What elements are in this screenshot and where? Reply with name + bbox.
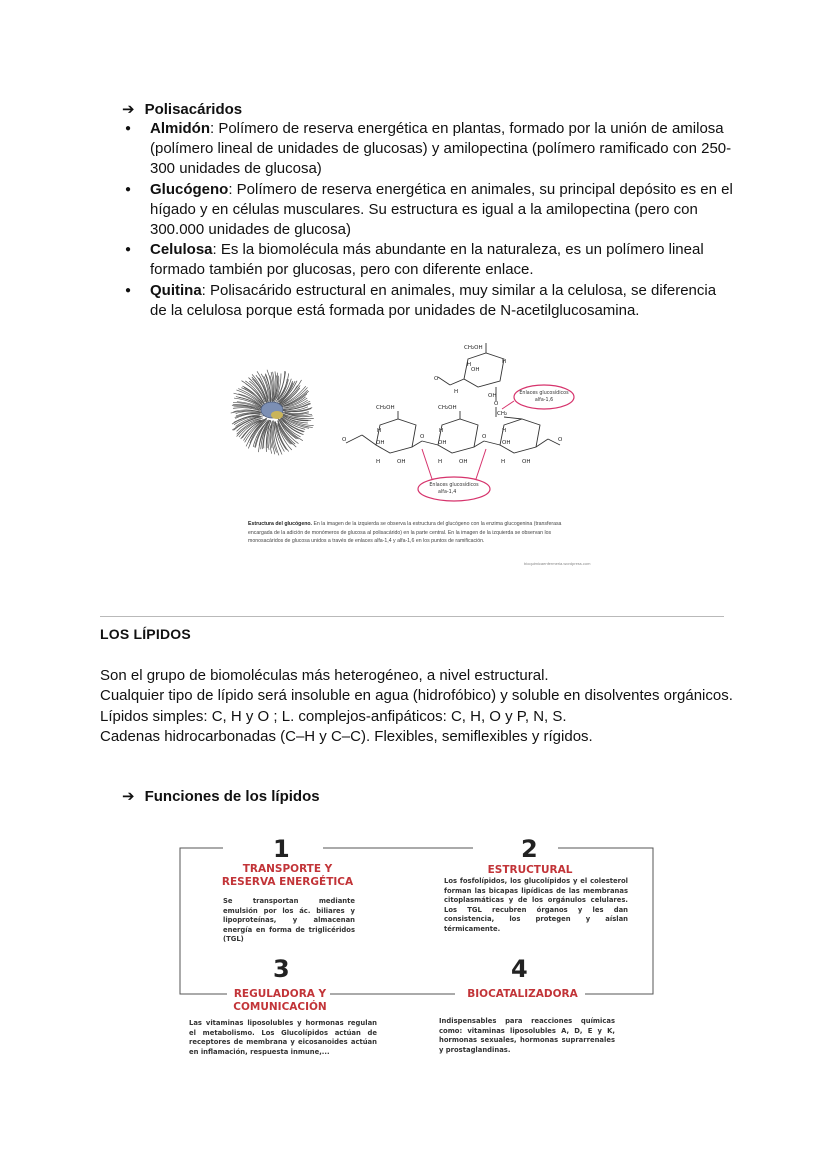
desc-celulosa: : Es la biomolécula más abundante en la naturaleza, es un polímero lineal formado también por glucosas, pero con diferente enlace. [150,241,704,279]
glycogen-granule-image [231,370,314,456]
label-oh-2: OH [438,440,447,446]
card-1-desc: Se transportan mediante emulsión por los ác. biliares y lipoproteínas, y almacenan energía en forma de triglicéridos (TGL) [223,897,355,944]
arrow-right-icon: ➔ [122,788,135,805]
polisacaridos-heading [122,100,242,118]
figure-caption-bold: Estructura del glucógeno. [248,521,312,527]
label-h-b2: H [438,459,443,465]
term-celulosa: Celulosa [150,241,213,259]
label-o-top: O [434,376,439,382]
label-oh-3: OH [502,440,511,446]
lipidos-line-1: Son el grupo de biomoléculas más heterogéneo, a nivel estructural. [100,667,549,684]
card-1-number: 1 [273,835,290,863]
label-ch2oh-2: CH₂OH [438,405,457,411]
callout-alfa14-line1: Enlaces glucosídicos [429,483,479,488]
callout-alfa16-line [502,401,514,409]
label-h-b3: H [501,459,506,465]
glycogen-structure-diagram [224,337,604,517]
glucogenin-core-highlight [271,411,283,419]
label-h-top: H [467,362,472,368]
card-1-title [205,863,370,889]
card-4-desc: Indispensables para reacciones químicas como: vitaminas liposolubles A, D, E y K, hormonas sexuales, hormonas suprarrenales y prostaglandinas. [439,1017,615,1054]
callout-alfa16-line1: Enlaces glucosídicos [519,391,569,396]
section-divider [100,616,724,617]
lipidos-line-2: Cualquier tipo de lípido será insoluble en agua (hidrofóbico) y soluble en disolventes orgánicos. [100,687,733,705]
desc-glucogeno: : Polímero de reserva energética en animales, su principal depósito es en el hígado y en células musculares. Su estructura es igual a la amilopectina (pero con 300.000 unidades de glucosa) [150,180,733,239]
term-quitina: Quitina [150,281,202,299]
funciones-heading-text: Funciones de los lípidos [144,787,320,805]
label-ch2oh-1: CH₂OH [376,405,395,411]
funciones-heading [122,787,320,805]
label-oh-1: OH [376,440,385,446]
label-oh-b3: OH [522,459,531,465]
callout-alfa14-line-b [476,449,486,479]
card-2-number: 2 [521,835,538,863]
label-h-3: H [502,428,507,434]
label-oh-top2: OH [488,393,497,399]
label-h-top3: H [502,359,507,365]
label-h-top2: H [454,389,459,395]
label-o-1: O [342,437,347,443]
list-item-celulosa [124,240,734,280]
list-item-almidon [124,119,734,180]
label-h-1: H [377,428,382,434]
card-2-title [455,864,605,877]
card-3-desc: Las vitaminas liposolubles y hormonas regulan el metabolismo. Los Glucolípidos actúan de receptores de membrana y eicosanoides actúan en inflamación, respuesta inmune,... [189,1019,377,1056]
label-oh-top: OH [471,367,480,373]
section-title-lipidos: LOS LÍPIDOS [100,626,191,642]
card-3-title-line-2: COMUNICACIÓN [233,1001,327,1013]
figure-credit: bioquimicaenfermeria.wordpress.com [524,561,591,566]
card-4-number: 4 [511,955,528,983]
label-oh-b1: OH [397,459,406,465]
label-h-b1: H [376,459,381,465]
label-ch2: CH₂ [497,411,508,417]
callout-alfa16-line2: alfa-1,6 [534,398,554,403]
card-3-title-line-1: REGULADORA Y [233,988,327,1000]
glucose-chain-diagram [346,343,560,453]
chain-atom-labels [342,345,563,465]
funciones-infographic [175,833,660,1073]
callout-alfa14 [418,477,490,501]
figure-caption [248,520,568,546]
lipidos-line-3: Lípidos simples: C, H y O ; L. complejos-anfipáticos: C, H, O y P, N, S. [100,707,567,725]
card-4-title-line-1: BIOCATALIZADORA [467,988,578,1000]
lipidos-line-4: Cadenas hidrocarbonadas (C–H y C–C). Flexibles, semiflexibles y rígidos. [100,727,593,745]
label-o-3: O [482,434,487,440]
list-item-quitina [124,281,734,321]
label-o-2: O [420,434,425,440]
callout-alfa16 [514,385,574,409]
figure-caption-text: En la imagen de la izquierda se observa la estructura del glucógeno con la enzima glucogenina (transferasa encargada de la adición de monómeros de glucosa al polisacárido) en la parte central. En la imagen de la izquierda se observan los monosacáridos de glucosa unidos a través de enlaces alfa-1,4 y alfa-1,6 en los puntos de ramificación. [248,521,562,545]
callout-alfa14-line2: alfa-1,4 [438,490,457,495]
label-oh-b2: OH [459,459,468,465]
card-2-desc: Los fosfolípidos, los glucolípidos y el colesterol forman las bicapas lipídicas de las membranas citoplasmáticas y de los orgánulos celulares. Los TGL recubren órganos y les dan consistencia, los protegen y aíslan térmicamente. [444,877,628,933]
label-o-4: O [558,437,563,443]
list-item-glucogeno [124,180,734,241]
card-1-title-line-2: RESERVA ENERGÉTICA [221,876,354,888]
term-glucogeno: Glucógeno [150,180,229,198]
callout-alfa14-line-a [422,449,432,479]
term-almidon: Almidón [150,120,210,137]
polisacaridos-heading-text: Polisacáridos [144,100,243,118]
label-ch2oh-top: CH₂OH [464,345,483,351]
arrow-right-icon: ➔ [122,101,135,118]
card-3-title [205,988,355,1014]
card-3-number: 3 [273,955,290,983]
card-4-title [460,988,585,1001]
card-1-title-line-1: TRANSPORTE Y [242,863,333,875]
lipidos-paragraph [100,666,740,747]
desc-quitina: : Polisacárido estructural en animales, muy similar a la celulosa, se diferencia de la celulosa porque está formada por unidades de N-acetilglucosamina. [150,281,717,319]
label-o-mid: O [494,401,499,407]
card-2-title-line-1: ESTRUCTURAL [487,864,573,876]
label-h-2: H [439,428,444,434]
polisacaridos-list [124,119,734,321]
desc-almidon: : Polímero de reserva energética en plantas, formado por la unión de amilosa (polímero lineal de unidades de glucosas) y amilopectina (polímero ramificado con 250-300 unidades de glucosa) [150,120,732,178]
glycogen-figure [224,337,604,577]
